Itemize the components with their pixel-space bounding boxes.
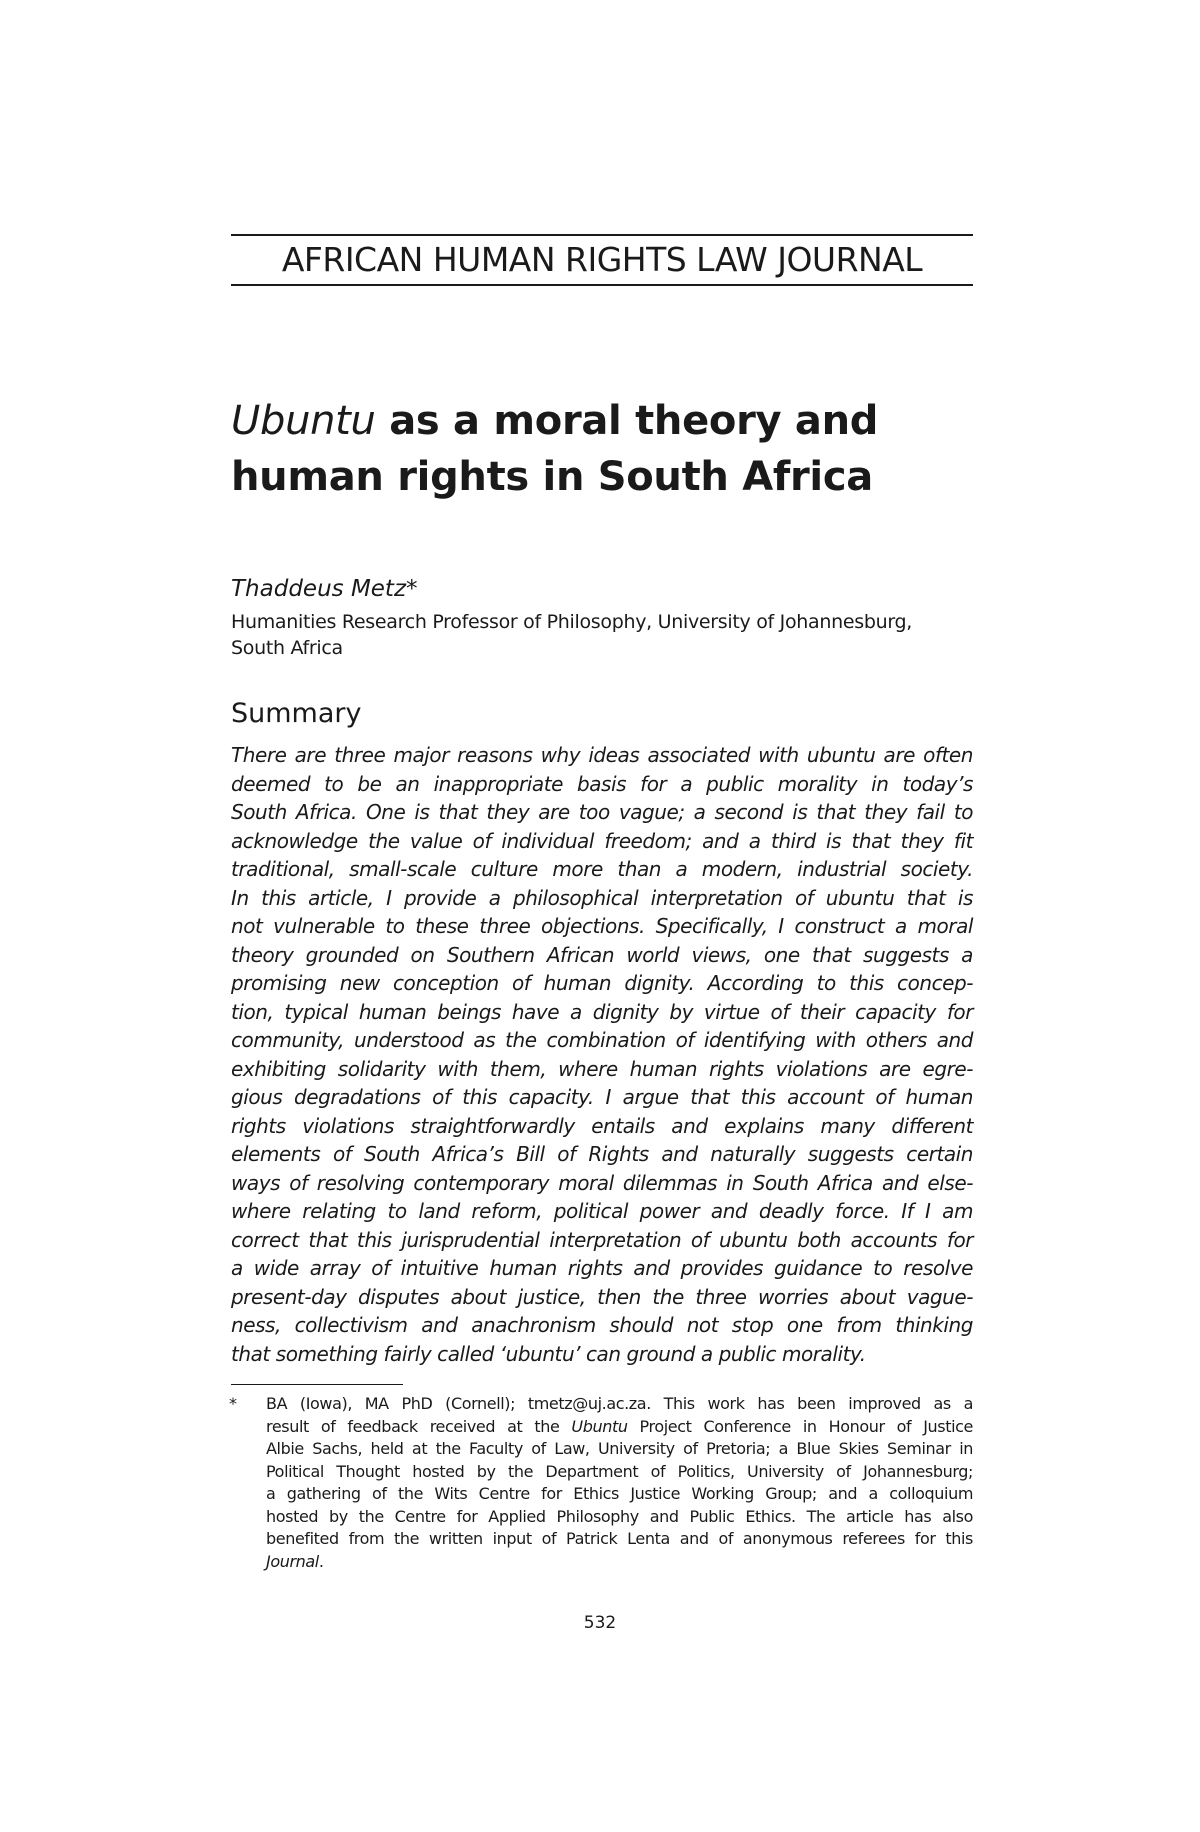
summary-line: present-day disputes about justice, then the three worries about vague- [231, 1284, 973, 1309]
summary-line: ways of resolving contemporary moral dilemmas in South Africa and else- [231, 1170, 973, 1195]
article-title [231, 393, 991, 505]
summary-heading: Summary [231, 698, 362, 729]
summary-line: rights violations straightforwardly entails and explains many different [231, 1113, 973, 1138]
summary-line: exhibiting solidarity with them, where human rights violations are egre- [231, 1056, 973, 1081]
title-line-1-rest: as a moral theory and [375, 398, 879, 444]
footnote-line: benefited from the written input of Patrick Lenta and of anonymous referees for this [266, 1529, 973, 1548]
footnote-marker: * [229, 1394, 237, 1413]
footnote-line: Political Thought hosted by the Department of Politics, University of Johannesburg; [266, 1461, 973, 1481]
summary-line: traditional, small-scale culture more than a modern, industrial society. [231, 857, 973, 881]
summary-line: a wide array of intuitive human rights and provides guidance to resolve [231, 1256, 973, 1280]
summary-line: community, understood as the combination of identifying with others and [231, 1028, 973, 1052]
summary-line: There are three major reasons why ideas associated with ubuntu are often [231, 743, 973, 767]
summary-line: ness, collectivism and anachronism should not stop one from thinking [231, 1313, 973, 1337]
summary-line: acknowledge the value of individual freedom; and a third is that they fit [231, 828, 973, 853]
footnote-line: a gathering of the Wits Centre for Ethics Justice Working Group; and a colloquium [266, 1484, 973, 1503]
footnote-text-segment: . [318, 1551, 324, 1571]
footnote-italic-term: Journal [266, 1551, 319, 1571]
journal-name: AFRICAN HUMAN RIGHTS LAW JOURNAL [281, 240, 923, 279]
summary-line: In this article, I provide a philosophical interpretation of ubuntu that is [231, 885, 973, 910]
author-name: Thaddeus Metz* [231, 576, 418, 602]
footnote-line: hosted by the Centre for Applied Philosophy and Public Ethics. The article has also [266, 1506, 973, 1526]
footnote-text-segment: Project Conference in Honour of Justice [627, 1416, 973, 1436]
affiliation-line: Humanities Research Professor of Philosophy, University of Johannesburg, [231, 611, 913, 633]
header-rule-top [231, 234, 973, 236]
title-line-1 [231, 393, 991, 449]
summary-line: theory grounded on Southern African world views, one that suggests a [231, 942, 973, 967]
footnote-line: BA (Iowa), MA PhD (Cornell); tmetz@uj.ac.za. This work has been improved as a [266, 1394, 973, 1413]
summary-line: deemed to be an inappropriate basis for a public morality in today’s [231, 771, 973, 796]
summary-line: tion, typical human beings have a dignity by virtue of their capacity for [231, 999, 973, 1024]
footnote-text [266, 1393, 973, 1573]
footnote-rule [231, 1384, 403, 1385]
summary-line: not vulnerable to these three objections. Specifically, I construct a moral [231, 914, 973, 938]
header-rule-bottom [231, 284, 973, 286]
summary-line: promising new conception of human dignity. According to this concep- [231, 971, 973, 995]
footnote-text-segment: result of feedback received at the [266, 1416, 572, 1436]
affiliation-line: South Africa [231, 637, 343, 659]
summary-line: gious degradations of this capacity. I argue that this account of human [231, 1085, 973, 1109]
footnote-line [266, 1416, 973, 1439]
summary-line: that something fairly called ‘ubuntu’ can ground a public morality. [231, 1341, 866, 1366]
summary-line: elements of South Africa’s Bill of Rights and naturally suggests certain [231, 1142, 973, 1166]
footnote-italic-term: Ubuntu [571, 1416, 628, 1436]
title-line-2: human rights in South Africa [231, 454, 873, 500]
footnote-line [266, 1551, 973, 1574]
author-affiliation [231, 609, 973, 661]
summary-line: correct that this jurisprudential interpretation of ubuntu both accounts for [231, 1227, 973, 1252]
page-number: 532 [583, 1613, 617, 1633]
summary-line: South Africa. One is that they are too vague; a second is that they fail to [231, 800, 973, 824]
summary-abstract [231, 741, 973, 1368]
title-italic-term: Ubuntu [231, 398, 376, 444]
summary-line: where relating to land reform, political power and deadly force. If I am [231, 1199, 973, 1223]
footnote-line: Albie Sachs, held at the Faculty of Law, University of Pretoria; a Blue Skies Seminar in [266, 1439, 973, 1458]
